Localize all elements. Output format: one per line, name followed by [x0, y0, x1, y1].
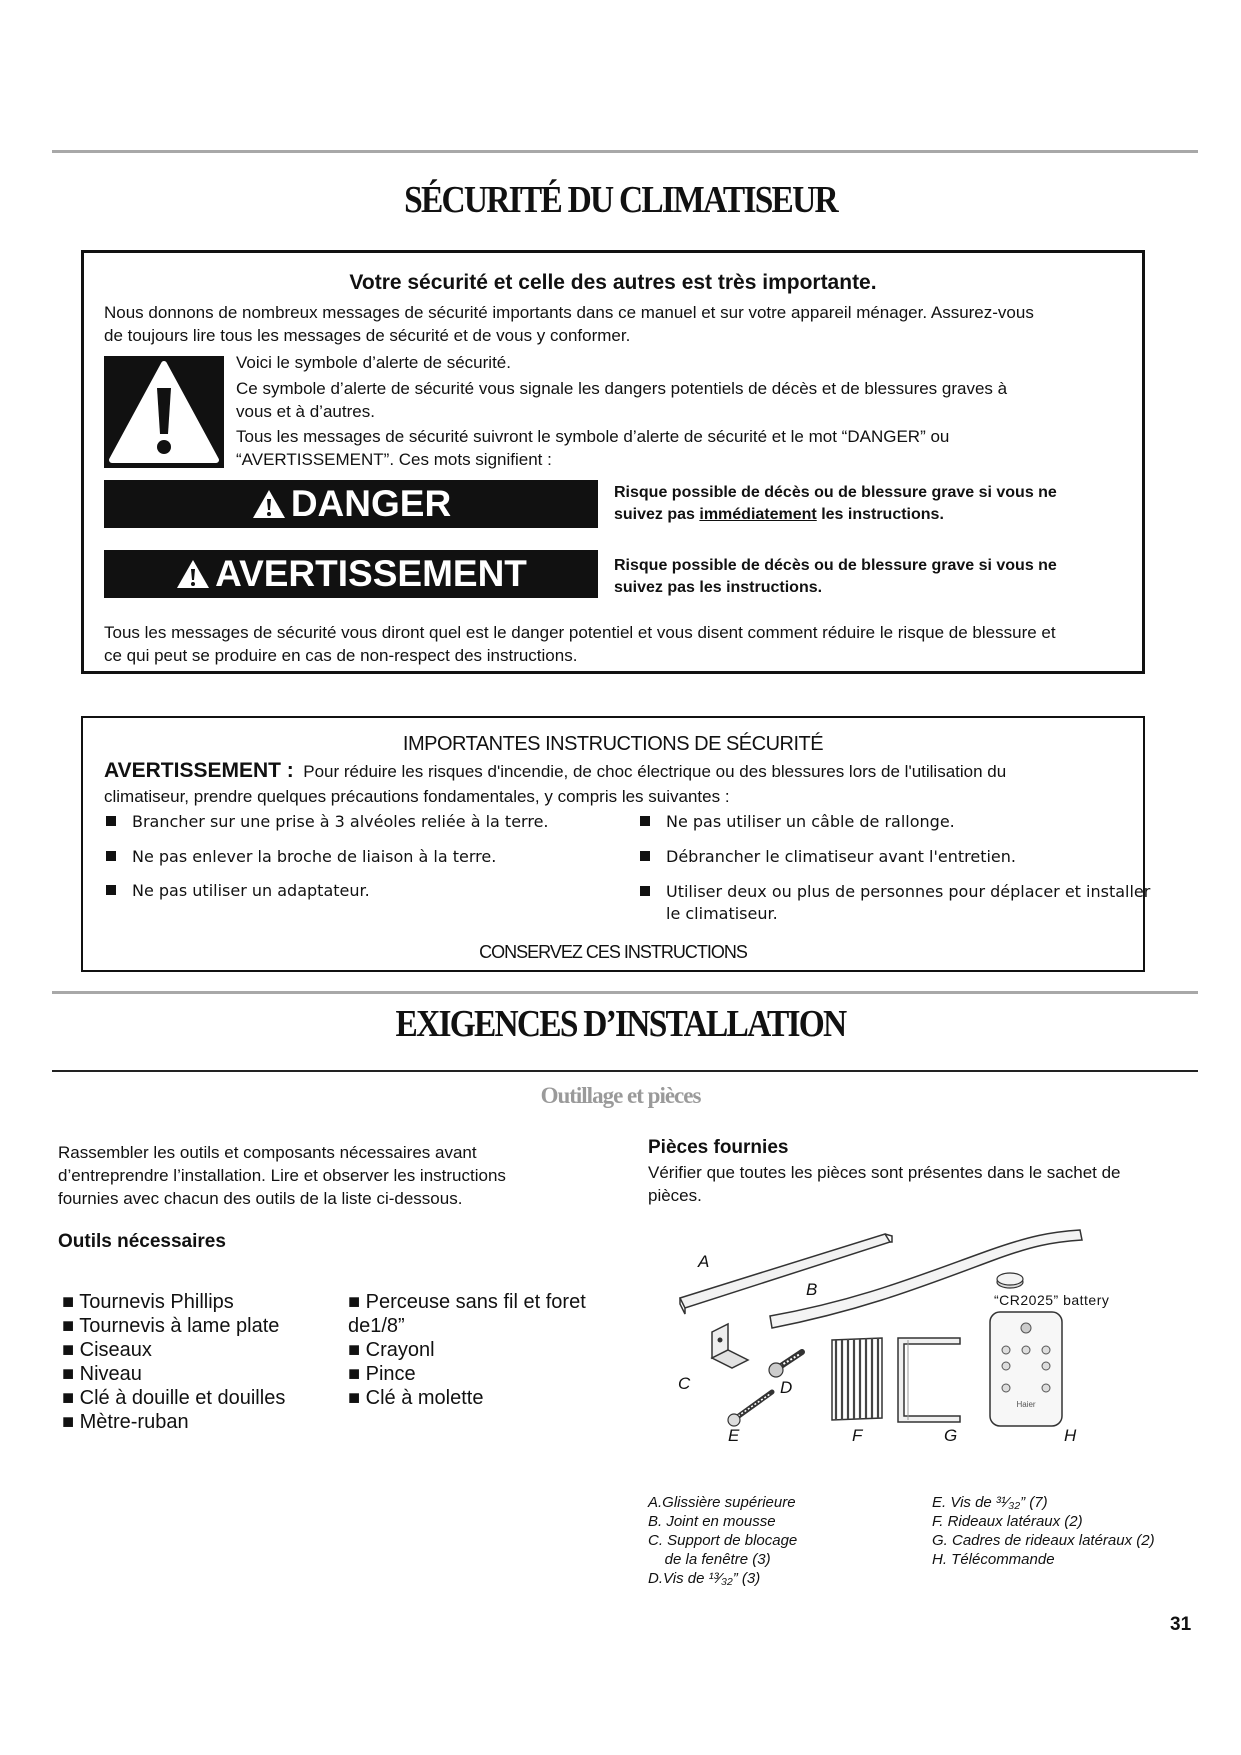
parts-illustration — [660, 1220, 1140, 1460]
part-letter-c: C — [678, 1374, 691, 1393]
list-item: ■ Mètre-ruban — [62, 1411, 189, 1433]
danger-label: DANGER — [290, 483, 452, 524]
tools-right-list — [348, 1290, 586, 1410]
list-item-continuation: le climatiseur. — [666, 904, 778, 923]
list-item: ■ Ciseaux — [62, 1339, 152, 1361]
section2-underline — [52, 1070, 1198, 1072]
part-letter-a: A — [698, 1252, 710, 1271]
top-rule — [52, 150, 1198, 153]
danger-desc-1: Risque possible de décès ou de blessure grave si vous ne — [614, 484, 1057, 501]
instructions-warning-line-2: climatiseur, prendre quelques précautions fondamentales, y compris les suivantes : — [104, 787, 730, 806]
remote-control-part — [990, 1312, 1062, 1426]
window-lock-bracket-part — [712, 1324, 748, 1368]
curtain-frame-part — [898, 1338, 960, 1422]
list-item: ■ Tournevis Phillips — [62, 1291, 234, 1313]
tools-left-list — [62, 1290, 285, 1434]
caption-right: E. Vis de ³¹⁄₃₂” (7) F. Rideaux latéraux (2) G. Cadres de rideaux latéraux (2) H. Télécommande — [932, 1494, 1155, 1568]
part-letter-e: E — [728, 1426, 740, 1445]
install-intro-2: d’entreprendre l’installation. Lire et observer les instructions — [58, 1166, 506, 1185]
install-intro-1: Rassembler les outils et composants nécessaires avant — [58, 1143, 477, 1162]
list-item: Ne pas utiliser un adaptateur. — [106, 880, 370, 902]
caption-left: A.Glissière supérieure B. Joint en mousse C. Support de blocage de la fenêtre (3) D.Vis de ¹³⁄₃₂” (3) — [648, 1494, 798, 1587]
list-item: Ne pas enlever la broche de liaison à la terre. — [106, 846, 496, 868]
list-item: Brancher sur une prise à 3 alvéoles reliée à la terre. — [106, 811, 549, 833]
closing-line-1: Tous les messages de sécurité vous diront quel est le danger potentiel et vous disent comment réduire le risque de blessure et — [104, 623, 1056, 642]
list-item: Ne pas utiliser un câble de rallonge. — [640, 811, 955, 833]
danger-bar — [104, 480, 598, 528]
warning-alert-icon — [175, 558, 211, 590]
part-letter-d: D — [780, 1378, 793, 1397]
list-item: de1/8” — [348, 1315, 405, 1337]
parts-text-2: pièces. — [648, 1186, 702, 1205]
list-item: ■ Crayonl — [348, 1339, 435, 1361]
part-letter-b: B — [806, 1280, 818, 1299]
symbol-desc-1: Ce symbole d’alerte de sécurité vous signale les dangers potentiels de décès et de blessures graves à — [236, 379, 1008, 398]
instructions-warning-line-1: AVERTISSEMENT : Pour réduire les risques d'incendie, de choc électrique ou des blessures lors de l'utilisation du — [104, 759, 1007, 782]
warning-desc-1: Risque possible de décès ou de blessure grave si vous ne — [614, 557, 1057, 574]
page-number: 31 — [1170, 1614, 1192, 1635]
short-screw-part — [769, 1352, 802, 1377]
list-item: ■ Niveau — [62, 1363, 142, 1385]
warning-label: AVERTISSEMENT — [215, 553, 527, 594]
section-title-installation: EXIGENCES D’INSTALLATION — [395, 1003, 846, 1045]
symbol-line: Voici le symbole d’alerte de sécurité. — [236, 353, 511, 372]
section-title-safety: SÉCURITÉ DU CLIMATISEUR — [404, 179, 837, 221]
part-letter-h: H — [1064, 1426, 1077, 1445]
list-item: Utiliser deux ou plus de personnes pour déplacer et installer — [640, 881, 1150, 903]
long-screw-part — [728, 1392, 772, 1426]
parts-text-1: Vérifier que toutes les pièces sont présentes dans le sachet de — [648, 1163, 1121, 1182]
signal-words-1: Tous les messages de sécurité suivront le symbole d’alerte de sécurité et le mot “DANGER” ou — [236, 427, 950, 446]
danger-desc-2: suivez pas immédiatement les instructions. — [614, 506, 944, 523]
list-item: ■ Tournevis à lame plate — [62, 1315, 280, 1337]
symbol-desc-2: vous et à d’autres. — [236, 402, 375, 421]
side-curtain-part — [832, 1338, 882, 1420]
section-subtitle: Outillage et pièces — [540, 1083, 701, 1108]
part-letter-g: G — [944, 1426, 958, 1445]
instructions-footer: CONSERVEZ CES INSTRUCTIONS — [479, 942, 747, 962]
tools-heading: Outils nécessaires — [58, 1231, 226, 1252]
warning-desc-2: suivez pas les instructions. — [614, 579, 823, 596]
remote-brand: Haier — [1016, 1400, 1036, 1409]
parts-heading: Pièces fournies — [648, 1137, 789, 1158]
list-item: ■ Clé à molette — [348, 1387, 484, 1409]
section2-rule — [52, 991, 1198, 994]
battery-label: “CR2025” battery — [994, 1292, 1110, 1308]
install-intro-3: fournies avec chacun des outils de la liste ci-dessous. — [58, 1189, 463, 1208]
intro-line-1: Nous donnons de nombreux messages de sécurité importants dans ce manuel et sur votre appareil ménager. Assurez-vous — [104, 303, 1034, 322]
safety-alert-symbol-icon — [104, 356, 224, 468]
part-letter-f: F — [852, 1426, 863, 1445]
list-item: Débrancher le climatiseur avant l'entretien. — [640, 846, 1016, 868]
safety-box-heading: Votre sécurité et celle des autres est très importante. — [349, 271, 877, 294]
list-item: ■ Clé à douille et douilles — [62, 1387, 286, 1409]
battery-part — [997, 1273, 1023, 1288]
warning-bar — [104, 550, 598, 598]
instructions-heading: IMPORTANTES INSTRUCTIONS DE SÉCURITÉ — [402, 733, 824, 755]
danger-alert-icon — [251, 488, 287, 520]
intro-line-2: de toujours lire tous les messages de sécurité et de vous y conformer. — [104, 326, 631, 345]
closing-line-2: ce qui peut se produire en cas de non-respect des instructions. — [104, 646, 578, 665]
list-item: ■ Pince — [348, 1363, 416, 1385]
signal-words-2: “AVERTISSEMENT”. Ces mots signifient : — [236, 450, 552, 469]
list-item: ■ Perceuse sans fil et foret — [348, 1291, 586, 1313]
